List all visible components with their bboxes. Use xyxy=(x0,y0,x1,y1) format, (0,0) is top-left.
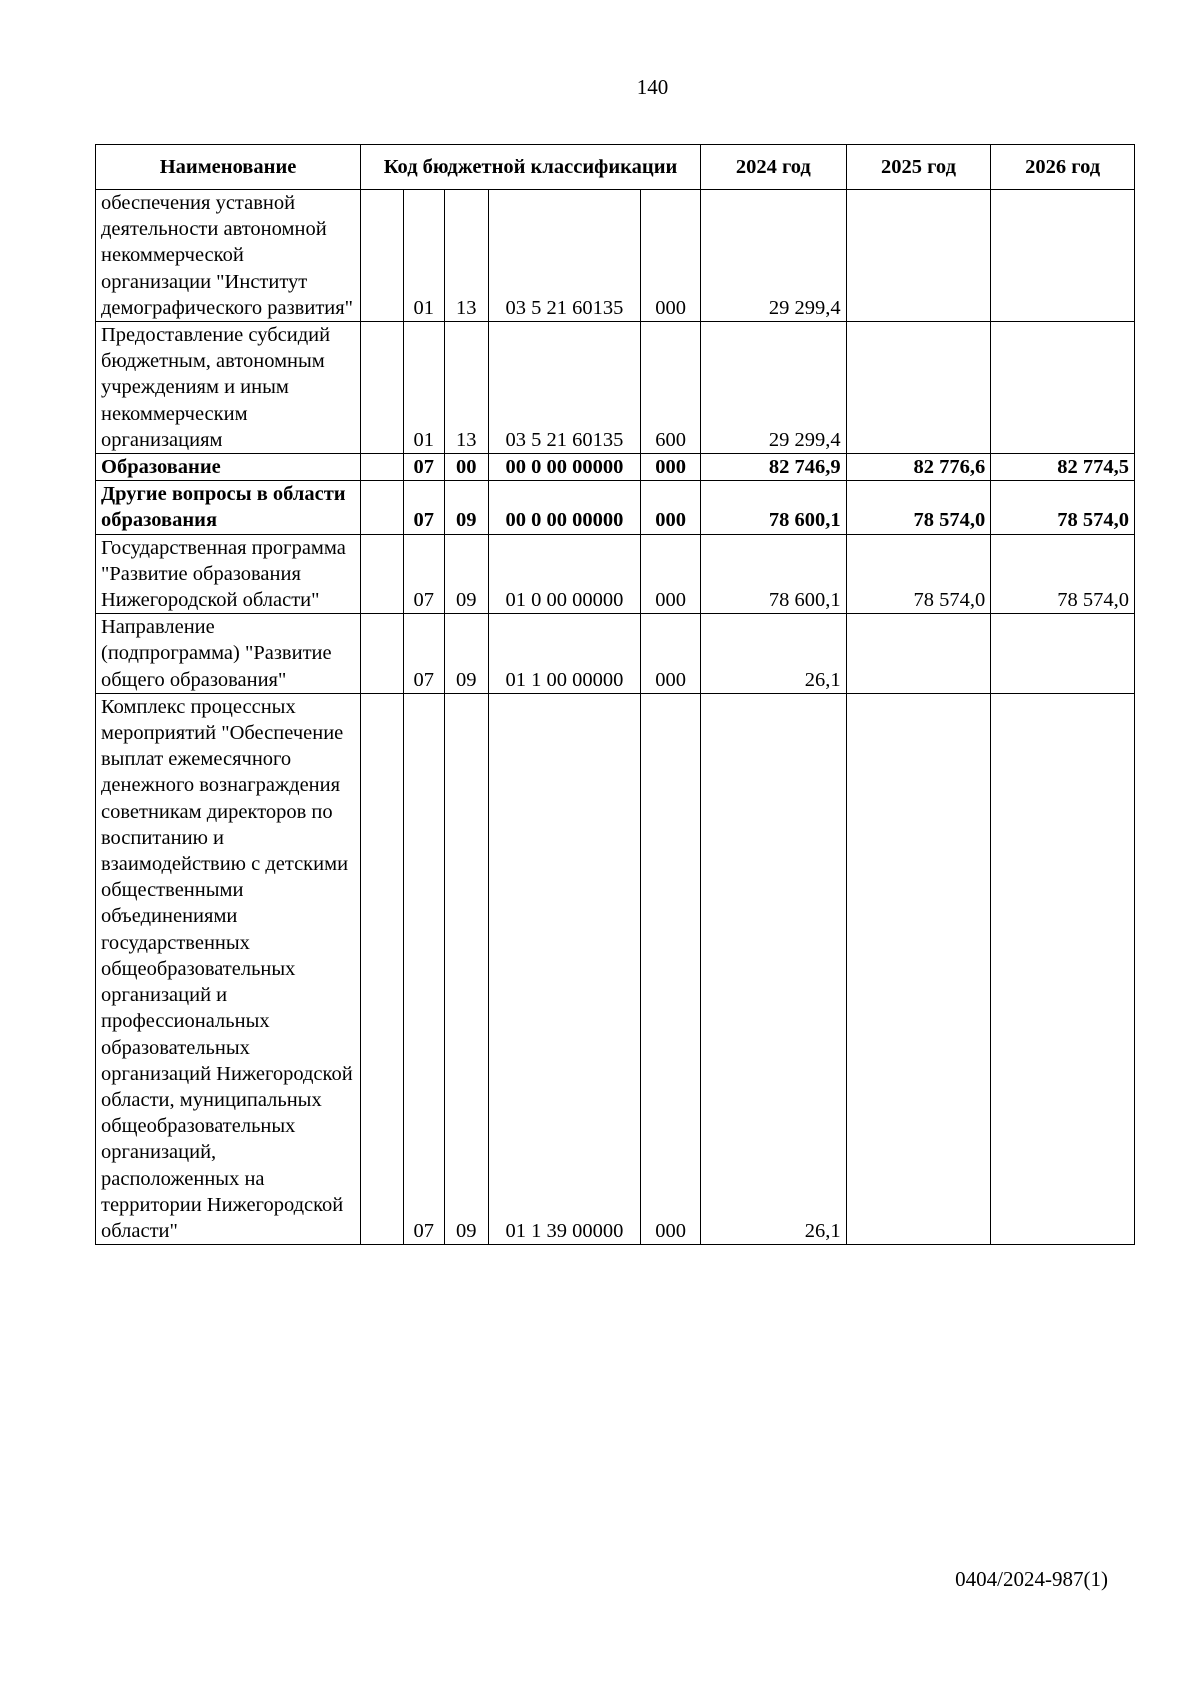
table-row xyxy=(96,534,1135,614)
row-value-2024: 78 600,1 xyxy=(700,534,846,614)
row-value-2024: 26,1 xyxy=(700,693,846,1244)
row-target-code: 03 5 21 60135 xyxy=(488,190,641,322)
row-blank-cell xyxy=(361,322,403,454)
row-value-2026 xyxy=(991,693,1135,1244)
row-expense-type-code: 000 xyxy=(641,454,701,481)
page-number: 140 xyxy=(636,75,669,99)
row-name: Комплекс процессных мероприятий "Обеспечение выплат ежемесячного денежного вознаграждения советникам директоров по воспитанию и взаимодействию с детскими общественными объединениями государственных общеобразовательных организаций и профессиональных образовательных организаций Нижегородской области, муниципальных общеобразовательных организаций, расположенных на территории Нижегородской области" xyxy=(96,693,361,1244)
budget-table xyxy=(95,144,1135,1245)
row-subsection-code: 09 xyxy=(445,481,489,534)
row-subsection-code: 13 xyxy=(445,322,489,454)
row-subsection-code: 13 xyxy=(445,190,489,322)
row-value-2024: 82 746,9 xyxy=(700,454,846,481)
row-value-2026 xyxy=(991,614,1135,694)
row-section-code: 07 xyxy=(403,481,444,534)
row-target-code: 00 0 00 00000 xyxy=(488,454,641,481)
row-blank-cell xyxy=(361,534,403,614)
table-body xyxy=(96,190,1135,1245)
table-row xyxy=(96,614,1135,694)
row-blank-cell xyxy=(361,454,403,481)
row-target-code: 01 1 00 00000 xyxy=(488,614,641,694)
row-subsection-code: 09 xyxy=(445,693,489,1244)
row-value-2025 xyxy=(846,322,991,454)
row-name: Образование xyxy=(96,454,361,481)
row-target-code: 00 0 00 00000 xyxy=(488,481,641,534)
row-name: Предоставление субсидий бюджетным, автономным учреждениям и иным некоммерческим организациям xyxy=(96,322,361,454)
header-row xyxy=(96,145,1135,190)
row-expense-type-code: 000 xyxy=(641,534,701,614)
row-target-code: 01 1 39 00000 xyxy=(488,693,641,1244)
row-section-code: 07 xyxy=(403,693,444,1244)
row-value-2024: 26,1 xyxy=(700,614,846,694)
header-2024: 2024 год xyxy=(700,145,846,190)
document-code: 0404/2024-987(1) xyxy=(955,1567,1108,1591)
row-expense-type-code: 000 xyxy=(641,190,701,322)
row-value-2026: 82 774,5 xyxy=(991,454,1135,481)
row-value-2025: 82 776,6 xyxy=(846,454,991,481)
row-value-2025 xyxy=(846,693,991,1244)
row-target-code: 01 0 00 00000 xyxy=(488,534,641,614)
table-row xyxy=(96,454,1135,481)
row-section-code: 01 xyxy=(403,190,444,322)
row-name: Направление (подпрограмма) "Развитие общего образования" xyxy=(96,614,361,694)
row-subsection-code: 00 xyxy=(445,454,489,481)
row-name: Государственная программа "Развитие образования Нижегородской области" xyxy=(96,534,361,614)
row-value-2026 xyxy=(991,322,1135,454)
table-row xyxy=(96,481,1135,534)
row-value-2024: 78 600,1 xyxy=(700,481,846,534)
row-blank-cell xyxy=(361,190,403,322)
table-row xyxy=(96,190,1135,322)
row-expense-type-code: 000 xyxy=(641,614,701,694)
row-subsection-code: 09 xyxy=(445,614,489,694)
row-value-2024: 29 299,4 xyxy=(700,322,846,454)
row-expense-type-code: 600 xyxy=(641,322,701,454)
header-2026: 2026 год xyxy=(991,145,1135,190)
row-value-2026: 78 574,0 xyxy=(991,481,1135,534)
row-value-2025 xyxy=(846,190,991,322)
row-value-2026: 78 574,0 xyxy=(991,534,1135,614)
row-expense-type-code: 000 xyxy=(641,481,701,534)
row-value-2024: 29 299,4 xyxy=(700,190,846,322)
header-2025: 2025 год xyxy=(846,145,991,190)
header-code: Код бюджетной классификации xyxy=(361,145,701,190)
row-value-2025: 78 574,0 xyxy=(846,481,991,534)
row-section-code: 07 xyxy=(403,534,444,614)
row-blank-cell xyxy=(361,693,403,1244)
table-row xyxy=(96,693,1135,1244)
row-name: обеспечения уставной деятельности автономной некоммерческой организации "Институт демографического развития" xyxy=(96,190,361,322)
row-name: Другие вопросы в области образования xyxy=(96,481,361,534)
row-blank-cell xyxy=(361,614,403,694)
row-subsection-code: 09 xyxy=(445,534,489,614)
header-name: Наименование xyxy=(96,145,361,190)
row-section-code: 01 xyxy=(403,322,444,454)
row-blank-cell xyxy=(361,481,403,534)
row-value-2026 xyxy=(991,190,1135,322)
row-section-code: 07 xyxy=(403,614,444,694)
row-value-2025: 78 574,0 xyxy=(846,534,991,614)
table-row xyxy=(96,322,1135,454)
row-value-2025 xyxy=(846,614,991,694)
row-section-code: 07 xyxy=(403,454,444,481)
row-target-code: 03 5 21 60135 xyxy=(488,322,641,454)
row-expense-type-code: 000 xyxy=(641,693,701,1244)
